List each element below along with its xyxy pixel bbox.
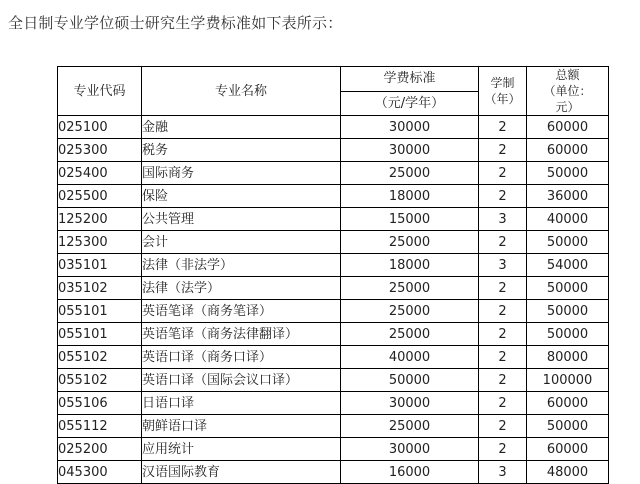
cell-name: 朝鲜语口译 <box>142 415 341 438</box>
cell-years: 2 <box>479 277 527 300</box>
cell-name: 法律（非法学） <box>142 254 341 277</box>
cell-code: 035102 <box>58 277 142 300</box>
cell-name: 应用统计 <box>142 438 341 461</box>
table-row <box>58 323 609 346</box>
cell-fee: 16000 <box>341 461 479 484</box>
cell-fee: 15000 <box>341 208 479 231</box>
cell-name: 日语口译 <box>142 392 341 415</box>
header-name: 专业名称 <box>142 67 341 116</box>
cell-total: 50000 <box>527 323 609 346</box>
header-total-line2: （单位： <box>543 84 592 98</box>
cell-years: 2 <box>479 323 527 346</box>
header-length-line2: （年） <box>484 92 521 106</box>
cell-fee: 25000 <box>341 300 479 323</box>
cell-name: 税务 <box>142 139 341 162</box>
table-row <box>58 162 609 185</box>
table-row <box>58 346 609 369</box>
cell-years: 2 <box>479 438 527 461</box>
cell-code: 025300 <box>58 139 142 162</box>
cell-total: 50000 <box>527 277 609 300</box>
cell-fee: 25000 <box>341 323 479 346</box>
table-row <box>58 438 609 461</box>
cell-years: 2 <box>479 231 527 254</box>
header-length-line1: 学制 <box>490 76 515 90</box>
cell-total: 50000 <box>527 162 609 185</box>
cell-code: 055101 <box>58 300 142 323</box>
cell-total: 50000 <box>527 415 609 438</box>
cell-fee: 30000 <box>341 139 479 162</box>
cell-name: 英语笔译（商务法律翻译） <box>142 323 341 346</box>
cell-total: 100000 <box>527 369 609 392</box>
header-code: 专业代码 <box>58 67 142 116</box>
cell-years: 2 <box>479 392 527 415</box>
cell-name: 英语笔译（商务笔译） <box>142 300 341 323</box>
cell-years: 2 <box>479 346 527 369</box>
cell-name: 国际商务 <box>142 162 341 185</box>
table-row <box>58 392 609 415</box>
header-length <box>479 67 527 116</box>
cell-years: 2 <box>479 116 527 139</box>
cell-code: 045300 <box>58 461 142 484</box>
cell-code: 125300 <box>58 231 142 254</box>
cell-name: 保险 <box>142 185 341 208</box>
cell-total: 60000 <box>527 392 609 415</box>
cell-code: 025200 <box>58 438 142 461</box>
table-row <box>58 369 609 392</box>
cell-fee: 30000 <box>341 116 479 139</box>
cell-code: 025100 <box>58 116 142 139</box>
cell-fee: 40000 <box>341 346 479 369</box>
cell-code: 055102 <box>58 369 142 392</box>
cell-years: 2 <box>479 162 527 185</box>
cell-name: 金融 <box>142 116 341 139</box>
cell-fee: 30000 <box>341 392 479 415</box>
cell-total: 50000 <box>527 300 609 323</box>
cell-total: 36000 <box>527 185 609 208</box>
header-total-line1: 总额 <box>555 68 580 82</box>
cell-years: 3 <box>479 461 527 484</box>
table-row <box>58 300 609 323</box>
cell-total: 60000 <box>527 116 609 139</box>
cell-years: 2 <box>479 415 527 438</box>
cell-fee: 25000 <box>341 231 479 254</box>
cell-total: 40000 <box>527 208 609 231</box>
cell-code: 125200 <box>58 208 142 231</box>
cell-fee: 30000 <box>341 438 479 461</box>
header-total <box>527 67 609 116</box>
cell-name: 英语口译（国际会议口译） <box>142 369 341 392</box>
cell-code: 055102 <box>58 346 142 369</box>
cell-fee: 25000 <box>341 277 479 300</box>
cell-total: 60000 <box>527 139 609 162</box>
table-row <box>58 254 609 277</box>
table-row <box>58 231 609 254</box>
header-fee: 学费标准 <box>341 67 479 92</box>
cell-years: 2 <box>479 185 527 208</box>
header-fee-unit: （元/学年） <box>341 91 479 116</box>
cell-fee: 25000 <box>341 415 479 438</box>
table-row <box>58 277 609 300</box>
table-row <box>58 461 609 484</box>
cell-years: 3 <box>479 208 527 231</box>
cell-years: 2 <box>479 369 527 392</box>
cell-code: 035101 <box>58 254 142 277</box>
cell-years: 2 <box>479 139 527 162</box>
cell-years: 3 <box>479 254 527 277</box>
cell-total: 60000 <box>527 438 609 461</box>
cell-name: 公共管理 <box>142 208 341 231</box>
table-row <box>58 415 609 438</box>
cell-name: 会计 <box>142 231 341 254</box>
cell-name: 英语口译（商务口译） <box>142 346 341 369</box>
table-row <box>58 139 609 162</box>
cell-fee: 18000 <box>341 185 479 208</box>
cell-name: 汉语国际教育 <box>142 461 341 484</box>
cell-code: 055106 <box>58 392 142 415</box>
header-total-line3: 元） <box>555 100 580 114</box>
cell-total: 80000 <box>527 346 609 369</box>
cell-code: 025500 <box>58 185 142 208</box>
cell-total: 48000 <box>527 461 609 484</box>
cell-total: 54000 <box>527 254 609 277</box>
tuition-table <box>57 66 609 484</box>
cell-code: 025400 <box>58 162 142 185</box>
table-row <box>58 208 609 231</box>
cell-years: 2 <box>479 300 527 323</box>
cell-code: 055112 <box>58 415 142 438</box>
table-row <box>58 116 609 139</box>
table-row <box>58 185 609 208</box>
cell-code: 055101 <box>58 323 142 346</box>
intro-text: 全日制专业学位硕士研究生学费标准如下表所示： <box>8 14 343 32</box>
cell-fee: 18000 <box>341 254 479 277</box>
cell-name: 法律（法学） <box>142 277 341 300</box>
cell-total: 50000 <box>527 231 609 254</box>
cell-fee: 25000 <box>341 162 479 185</box>
cell-fee: 50000 <box>341 369 479 392</box>
table-body <box>58 116 609 484</box>
